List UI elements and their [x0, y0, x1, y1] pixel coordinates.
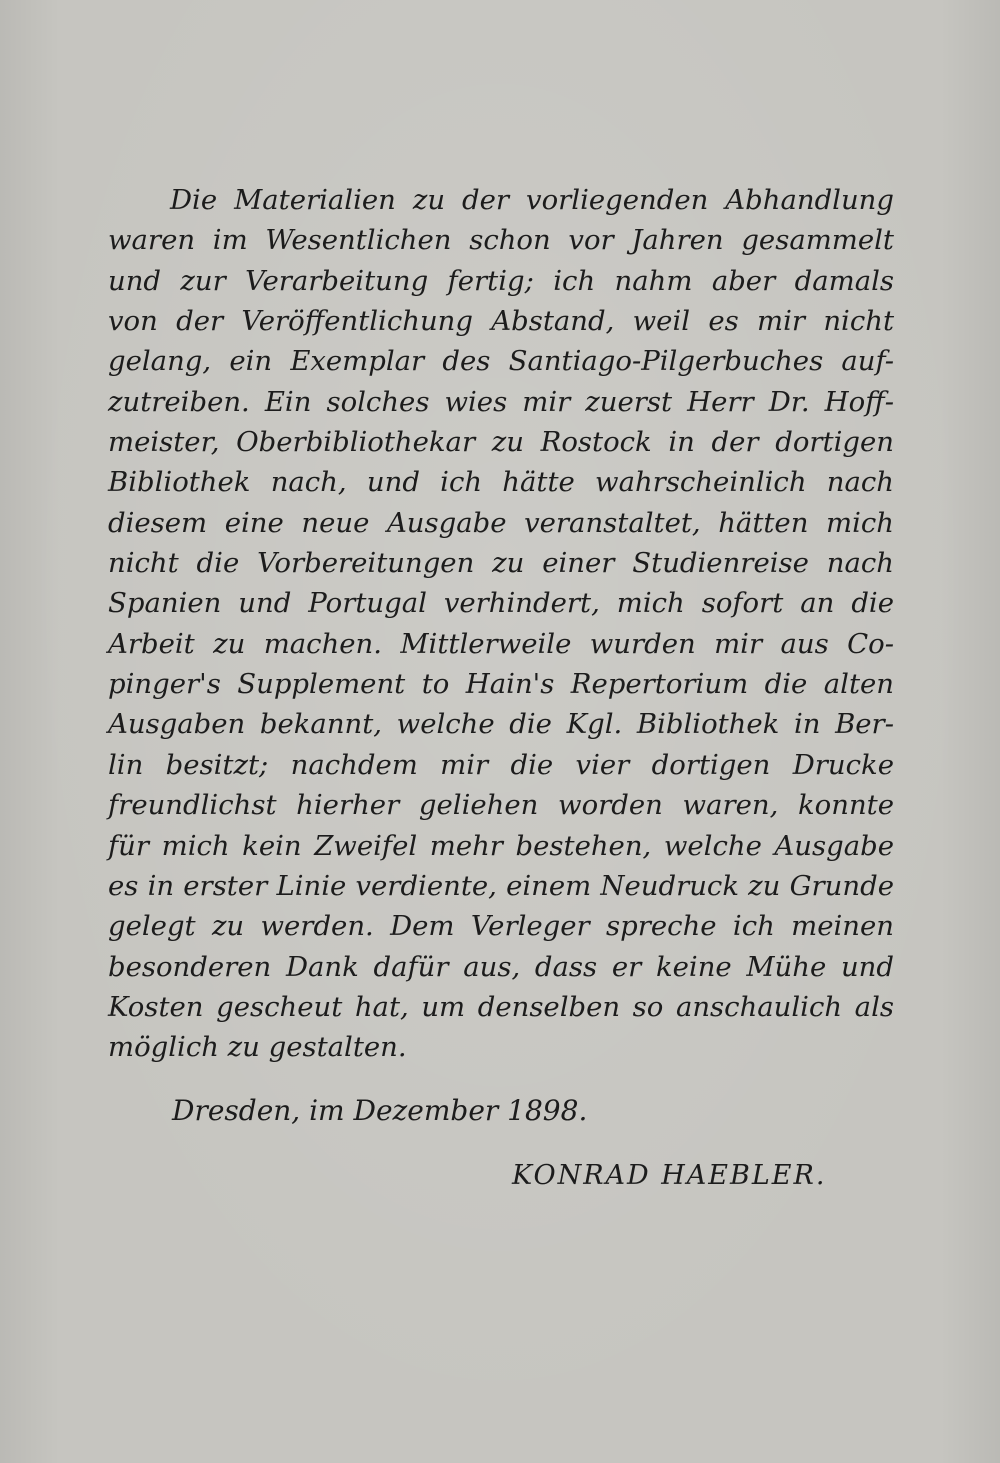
text-line: Ausgaben bekannt, welche die Kgl. Bibliothek in Ber-: [108, 708, 894, 741]
text-line: freundlichst hierher geliehen worden waren, konnte: [108, 789, 894, 822]
dateline: Dresden, im Dezember 1898.: [172, 1094, 588, 1127]
text-line: diesem eine neue Ausgabe veranstaltet, hätten mich: [108, 506, 894, 539]
text-line: es in erster Linie verdiente, einem Neudruck zu Grunde: [108, 869, 894, 902]
text-line: Die Materialien zu der vorliegenden Abhandlung: [170, 184, 894, 216]
text-line: möglich zu gestalten.: [108, 1031, 407, 1064]
preface-text: [108, 180, 894, 1068]
text-line: waren im Wesentlichen schon vor Jahren gesammelt: [108, 224, 894, 257]
text-line: von der Veröffentlichung Abstand, weil es mir nicht: [108, 305, 894, 338]
text-line: nicht die Vorbereitungen zu einer Studienreise nach: [108, 547, 894, 580]
text-line: besonderen Dank dafür aus, dass er keine Mühe und: [108, 950, 894, 983]
text-line: Spanien und Portugal verhindert, mich sofort an die: [108, 587, 894, 620]
text-line: für mich kein Zweifel mehr bestehen, welche Ausgabe: [108, 829, 894, 862]
text-line: meister, Oberbibliothekar zu Rostock in der dortigen: [108, 426, 894, 459]
text-line: pinger's Supplement to Hain's Repertorium die alten: [108, 668, 894, 701]
text-line: lin besitzt; nachdem mir die vier dortigen Drucke: [108, 748, 894, 781]
text-line: zutreiben. Ein solches wies mir zuerst Herr Dr. Hoff-: [108, 385, 894, 418]
text-line: Bibliothek nach, und ich hätte wahrscheinlich nach: [108, 466, 894, 499]
text-line: und zur Verarbeitung fertig; ich nahm aber damals: [108, 264, 894, 297]
text-line: Arbeit zu machen. Mittlerweile wurden mir aus Co-: [108, 627, 894, 660]
author-signature: KONRAD HAEBLER.: [512, 1160, 827, 1191]
text-line: Kosten gescheut hat, um denselben so anschaulich als: [108, 990, 894, 1023]
text-line: gelang, ein Exemplar des Santiago-Pilgerbuches auf-: [108, 345, 894, 378]
text-line: gelegt zu werden. Dem Verleger spreche ich meinen: [108, 910, 894, 943]
